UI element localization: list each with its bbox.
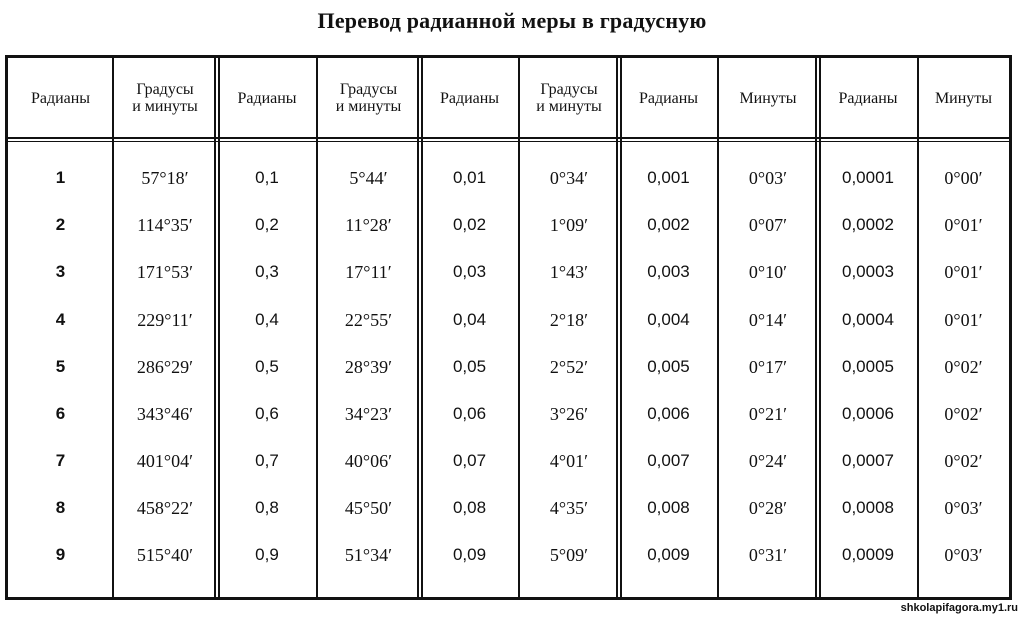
column-header: Минуты (739, 89, 797, 107)
degree-cell: 1°43′ (549, 262, 589, 282)
degree-cell: 5°09′ (549, 545, 589, 565)
degree-cell: 22°55′ (344, 310, 393, 330)
degree-cell: 0°21′ (748, 404, 788, 424)
radian-cell: 0,6 (255, 404, 279, 423)
radian-cell: 0,0008 (842, 498, 894, 517)
degree-cell: 229°11′ (137, 310, 193, 330)
radian-cell: 0,0006 (842, 404, 894, 423)
column-header: Градусы и минуты (132, 81, 198, 115)
column-header: Градусы и минуты (536, 81, 602, 115)
degree-cell: 0°28′ (748, 498, 788, 518)
degree-cell: 0°00′ (944, 168, 983, 188)
degree-cell: 0°03′ (944, 545, 983, 565)
degree-cell: 51°34′ (344, 545, 393, 565)
radian-cell: 0,005 (647, 357, 690, 376)
radian-cell: 0,04 (452, 310, 487, 329)
column-header: Радианы (439, 89, 500, 107)
column-header: Градусы и минуты (335, 81, 402, 115)
radian-cell: 0,7 (255, 451, 279, 470)
radian-cell: 0,003 (647, 262, 690, 281)
radian-cell: 0,006 (647, 404, 690, 423)
degree-cell: 1°09′ (549, 215, 589, 235)
radian-cell: 0,4 (255, 310, 279, 329)
degree-cell: 0°02′ (944, 404, 983, 424)
degree-cell: 0°02′ (944, 451, 983, 471)
degree-cell: 0°31′ (748, 545, 788, 565)
degree-cell: 2°18′ (549, 310, 589, 330)
degree-cell: 286°29′ (136, 357, 194, 377)
radian-cell: 0,0003 (842, 262, 894, 281)
degree-cell: 40°06′ (344, 451, 393, 471)
radian-cell: 0,5 (255, 357, 279, 376)
radian-cell: 6 (55, 404, 66, 423)
radian-cell: 0,1 (255, 168, 279, 187)
radian-cell: 0,009 (647, 545, 690, 564)
degree-cell: 458°22′ (136, 498, 194, 518)
degree-cell: 0°07′ (748, 215, 788, 235)
radian-cell: 7 (55, 451, 66, 470)
radian-cell: 0,3 (255, 262, 279, 281)
degree-cell: 11°28′ (345, 215, 392, 235)
degree-cell: 0°17′ (748, 357, 788, 377)
radian-cell: 0,0007 (842, 451, 894, 470)
source-watermark: shkolapifagora.my1.ru (900, 602, 1018, 614)
degree-cell: 0°01′ (944, 310, 983, 330)
degree-cell: 5°44′ (349, 168, 388, 188)
radian-cell: 0,008 (647, 498, 690, 517)
column-header: Радианы (838, 89, 898, 107)
degree-cell: 28°39′ (344, 357, 393, 377)
degree-cell: 45°50′ (344, 498, 393, 518)
radian-cell: 0,08 (452, 498, 487, 517)
radian-cell: 9 (55, 545, 66, 564)
radian-cell: 0,09 (452, 545, 487, 564)
radian-cell: 0,2 (255, 215, 279, 234)
radian-cell: 0,05 (452, 357, 487, 376)
radian-cell: 1 (55, 168, 66, 187)
degree-cell: 0°10′ (748, 262, 788, 282)
degree-cell: 4°35′ (549, 498, 589, 518)
radian-cell: 0,002 (647, 215, 690, 234)
radian-cell: 0,9 (255, 545, 279, 564)
degree-cell: 17°11′ (345, 262, 392, 282)
degree-cell: 3°26′ (549, 404, 589, 424)
degree-cell: 343°46′ (136, 404, 194, 424)
column-header: Радианы (638, 89, 699, 107)
degree-cell: 0°03′ (944, 498, 983, 518)
degree-cell: 515°40′ (136, 545, 194, 565)
degree-cell: 2°52′ (549, 357, 589, 377)
degree-cell: 0°01′ (944, 215, 983, 235)
degree-cell: 0°01′ (944, 262, 983, 282)
radian-cell: 0,0001 (842, 168, 894, 187)
radian-cell: 2 (55, 215, 66, 234)
radian-cell: 0,0005 (842, 357, 894, 376)
radian-cell: 4 (55, 310, 66, 329)
radian-cell: 8 (55, 498, 66, 517)
radian-cell: 0,001 (647, 168, 690, 187)
degree-cell: 4°01′ (549, 451, 589, 471)
radian-cell: 0,02 (452, 215, 487, 234)
degree-cell: 0°03′ (748, 168, 788, 188)
column-header: Радианы (237, 89, 297, 107)
radian-cell: 0,0009 (842, 545, 894, 564)
radian-cell: 0,0002 (842, 215, 894, 234)
radian-cell: 0,06 (452, 404, 487, 423)
degree-cell: 114°35′ (137, 215, 193, 235)
degree-cell: 0°34′ (549, 168, 589, 188)
column-header: Радианы (30, 89, 91, 107)
radian-cell: 5 (55, 357, 66, 376)
header-divider (5, 141, 1012, 142)
radian-cell: 0,004 (647, 310, 690, 329)
degree-cell: 171°53′ (136, 262, 194, 282)
page-title: Перевод радианной меры в градусную (317, 8, 707, 33)
radian-cell: 0,007 (647, 451, 690, 470)
degree-cell: 401°04′ (136, 451, 194, 471)
degree-cell: 34°23′ (344, 404, 393, 424)
radian-cell: 0,03 (452, 262, 487, 281)
degree-cell: 57°18′ (141, 168, 189, 188)
radian-cell: 0,8 (255, 498, 279, 517)
radian-cell: 3 (55, 262, 66, 281)
radian-cell: 0,01 (452, 168, 487, 187)
column-header: Минуты (934, 89, 993, 107)
degree-cell: 0°24′ (748, 451, 788, 471)
radian-cell: 0,07 (452, 451, 487, 470)
degree-cell: 0°02′ (944, 357, 983, 377)
degree-cell: 0°14′ (748, 310, 788, 330)
radian-cell: 0,0004 (842, 310, 894, 329)
